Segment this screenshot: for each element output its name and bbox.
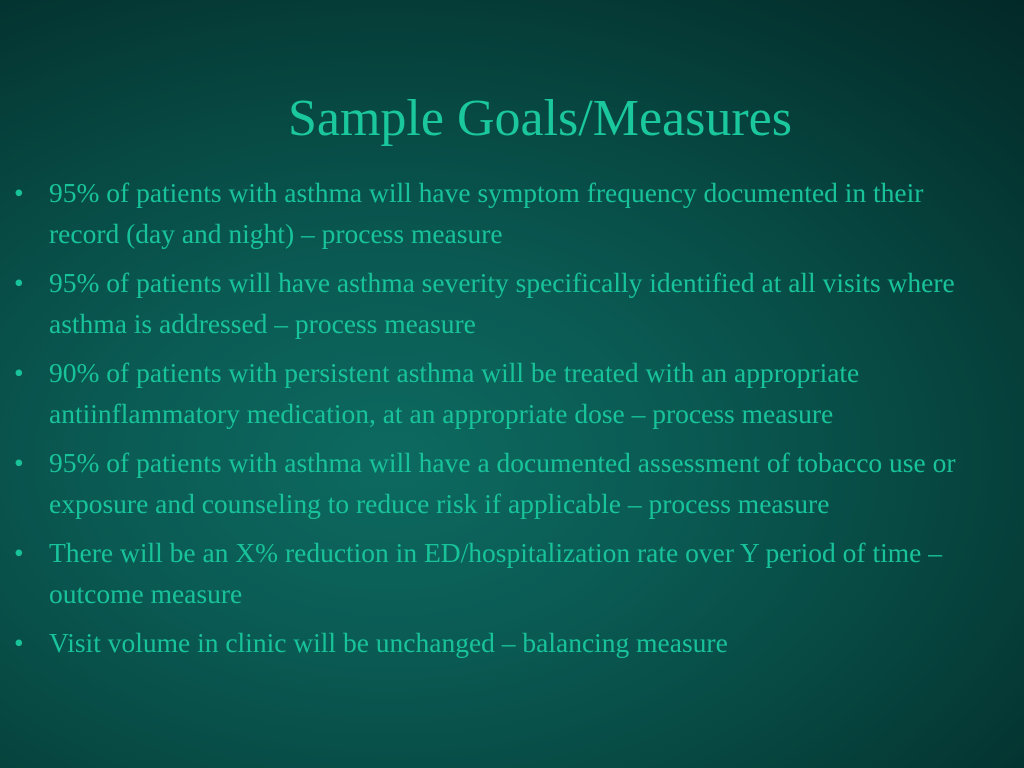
bullet-point-icon: • [14,627,24,658]
bullet-item [0,262,1010,344]
bullet-item [0,172,1010,254]
bullet-item [0,532,1010,614]
bullet-text: 95% of patients with asthma will have a documented assessment of tobacco use or exposure and counseling to reduce risk if applicable – process measure [49,447,956,519]
bullet-point-icon: • [14,447,24,478]
bullet-text: There will be an X% reduction in ED/hospitalization rate over Y period of time – outcome measure [49,537,942,609]
bullet-list [0,172,1010,671]
bullet-point-icon: • [14,537,24,568]
bullet-text: 95% of patients will have asthma severity specifically identified at all visits where asthma is addressed – process measure [49,267,955,339]
bullet-item [0,622,1010,663]
bullet-item [0,352,1010,434]
bullet-text: 95% of patients with asthma will have symptom frequency documented in their record (day and night) – process measure [49,177,924,249]
bullet-point-icon: • [14,357,24,388]
bullet-text: Visit volume in clinic will be unchanged – balancing measure [49,627,728,658]
bullet-point-icon: • [14,177,24,208]
slide-title: Sample Goals/Measures [287,90,792,147]
bullet-item [0,442,1010,524]
bullet-point-icon: • [14,267,24,298]
bullet-text: 90% of patients with persistent asthma will be treated with an appropriate antiinflammatory medication, at an appropriate dose – process measure [49,357,860,429]
